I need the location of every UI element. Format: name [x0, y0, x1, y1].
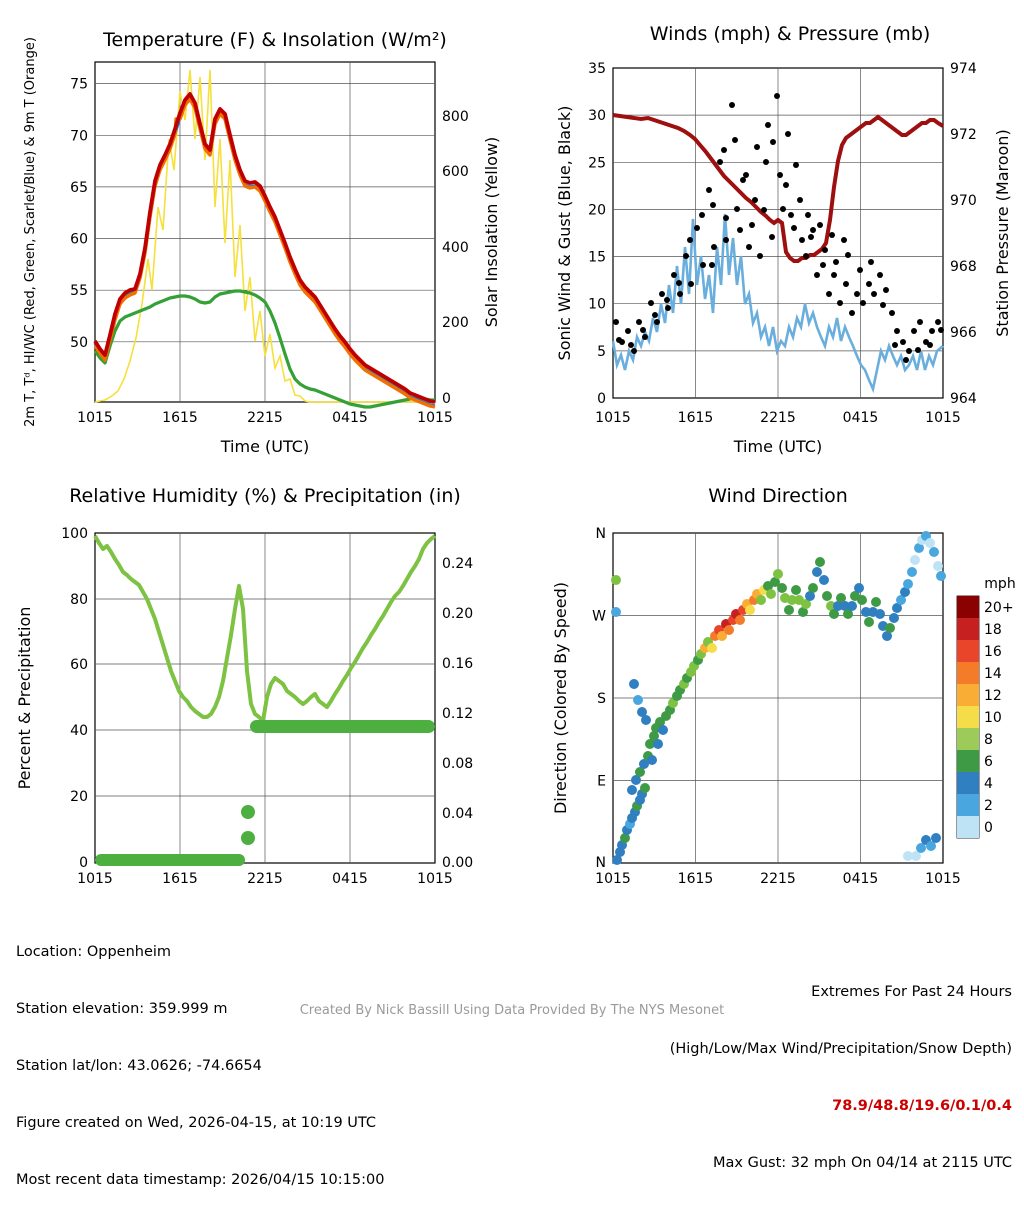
temp-panel-title: Temperature (F) & Insolation (W/m²) [103, 29, 447, 51]
svg-text:20: 20 [588, 202, 606, 219]
svg-text:2215: 2215 [760, 871, 796, 887]
wind-ylabel-right: Station Pressure (Maroon) [993, 129, 1012, 337]
svg-text:6: 6 [984, 754, 993, 770]
svg-text:30: 30 [588, 108, 606, 125]
temp-xlabel: Time (UTC) [220, 437, 310, 456]
svg-text:20: 20 [70, 789, 88, 805]
svg-text:16: 16 [984, 644, 1002, 660]
svg-text:5: 5 [597, 344, 606, 360]
station-location: Location: Oppenheim [16, 944, 172, 960]
svg-text:1615: 1615 [677, 871, 714, 887]
svg-text:1015: 1015 [595, 410, 631, 426]
svg-text:1015: 1015 [417, 871, 453, 887]
dir-panel-title: Wind Direction [708, 485, 848, 507]
colorbar-title: mph [984, 576, 1016, 592]
svg-text:600: 600 [442, 164, 469, 180]
svg-text:0.20: 0.20 [442, 606, 474, 622]
svg-text:2: 2 [984, 798, 993, 814]
svg-text:1015: 1015 [417, 410, 453, 426]
svg-text:8: 8 [984, 732, 993, 748]
svg-text:65: 65 [70, 180, 88, 196]
svg-text:15: 15 [588, 249, 606, 266]
svg-text:1615: 1615 [677, 410, 714, 426]
dir-ylabel: Direction (Colored By Speed) [551, 581, 570, 815]
svg-text:974: 974 [950, 61, 977, 77]
svg-text:0415: 0415 [332, 410, 368, 426]
max-gust: Max Gust: 32 mph On 04/14 at 2115 UTC [713, 1155, 1012, 1171]
extremes-block [670, 945, 1012, 1211]
svg-text:972: 972 [950, 127, 977, 143]
wind-ylabel-left: Sonic Wind & Gust (Blue, Black) [555, 105, 574, 361]
svg-text:968: 968 [950, 259, 977, 275]
svg-text:75: 75 [70, 76, 88, 93]
svg-text:0: 0 [79, 855, 88, 871]
wind-xlabel: Time (UTC) [733, 437, 823, 456]
station-elevation: Station elevation: 359.999 m [16, 1001, 228, 1017]
svg-text:1015: 1015 [595, 871, 631, 887]
svg-text:0: 0 [984, 820, 993, 836]
svg-text:70: 70 [70, 128, 88, 145]
svg-text:N: N [595, 526, 606, 542]
svg-text:200: 200 [442, 315, 469, 331]
most-recent-timestamp: Most recent data timestamp: 2026/04/15 10:15:00 [16, 1172, 385, 1188]
wind-panel-title: Winds (mph) & Pressure (mb) [649, 23, 931, 45]
svg-text:18: 18 [984, 622, 1002, 638]
extremes-values: 78.9/48.8/19.6/0.1/0.4 [832, 1098, 1012, 1114]
rh-panel-title: Relative Humidity (%) & Precipitation (in) [69, 485, 461, 507]
svg-text:80: 80 [70, 592, 88, 608]
svg-text:0: 0 [597, 391, 606, 407]
svg-text:20+: 20+ [984, 600, 1014, 616]
svg-text:2215: 2215 [247, 871, 283, 887]
svg-text:966: 966 [950, 325, 977, 341]
svg-text:55: 55 [70, 283, 88, 299]
svg-text:14: 14 [984, 666, 1002, 682]
svg-text:0: 0 [442, 391, 451, 407]
svg-text:964: 964 [950, 391, 977, 407]
svg-text:E: E [597, 773, 606, 790]
station-latlon: Station lat/lon: 43.0626; -74.6654 [16, 1058, 262, 1074]
svg-text:1015: 1015 [925, 871, 961, 887]
figure-credit: Created By Nick Bassill Using Data Provided By The NYS Mesonet [299, 1003, 725, 1018]
svg-text:10: 10 [588, 296, 606, 313]
rh-ylabel-left: Percent & Precipitation [15, 606, 34, 790]
extremes-subtitle: (High/Low/Max Wind/Precipitation/Snow Depth) [669, 1041, 1012, 1057]
svg-text:2215: 2215 [247, 410, 283, 426]
svg-text:1615: 1615 [162, 410, 198, 426]
svg-text:S: S [597, 691, 606, 707]
svg-text:400: 400 [442, 240, 469, 256]
temp-ylabel-left: 2m T, Tᵈ, HI/WC (Red, Green, Scarlet/Blue) & 9m T (Orange) [23, 37, 38, 427]
svg-text:0.24: 0.24 [442, 556, 474, 572]
svg-text:0.08: 0.08 [442, 756, 474, 772]
svg-text:4: 4 [984, 776, 993, 792]
svg-text:N: N [595, 855, 606, 871]
svg-text:60: 60 [70, 231, 88, 248]
svg-text:25: 25 [588, 155, 606, 172]
svg-text:100: 100 [61, 526, 88, 542]
svg-text:0.16: 0.16 [442, 656, 474, 672]
svg-text:1015: 1015 [77, 871, 113, 887]
svg-text:0415: 0415 [842, 871, 879, 887]
svg-text:0.04: 0.04 [442, 806, 474, 822]
svg-text:800: 800 [442, 109, 469, 125]
svg-text:1015: 1015 [77, 410, 113, 426]
svg-text:12: 12 [984, 688, 1002, 704]
svg-text:1615: 1615 [162, 871, 198, 887]
svg-text:W: W [592, 608, 606, 625]
svg-text:0415: 0415 [332, 871, 368, 887]
extremes-title: Extremes For Past 24 Hours [811, 984, 1012, 1000]
svg-text:2215: 2215 [760, 410, 796, 426]
svg-text:10: 10 [984, 710, 1002, 726]
svg-text:0415: 0415 [842, 410, 879, 426]
svg-text:40: 40 [70, 723, 88, 739]
svg-text:35: 35 [588, 61, 606, 77]
svg-text:1015: 1015 [925, 410, 961, 426]
svg-text:970: 970 [950, 193, 977, 209]
temp-ylabel-right: Solar Insolation (Yellow) [482, 136, 501, 328]
svg-text:0.12: 0.12 [442, 706, 474, 722]
svg-text:50: 50 [70, 335, 88, 351]
svg-text:0.00: 0.00 [442, 855, 474, 871]
figure-created: Figure created on Wed, 2026-04-15, at 10:19 UTC [16, 1115, 377, 1131]
station-info-block [16, 905, 384, 1228]
svg-text:60: 60 [70, 657, 88, 673]
